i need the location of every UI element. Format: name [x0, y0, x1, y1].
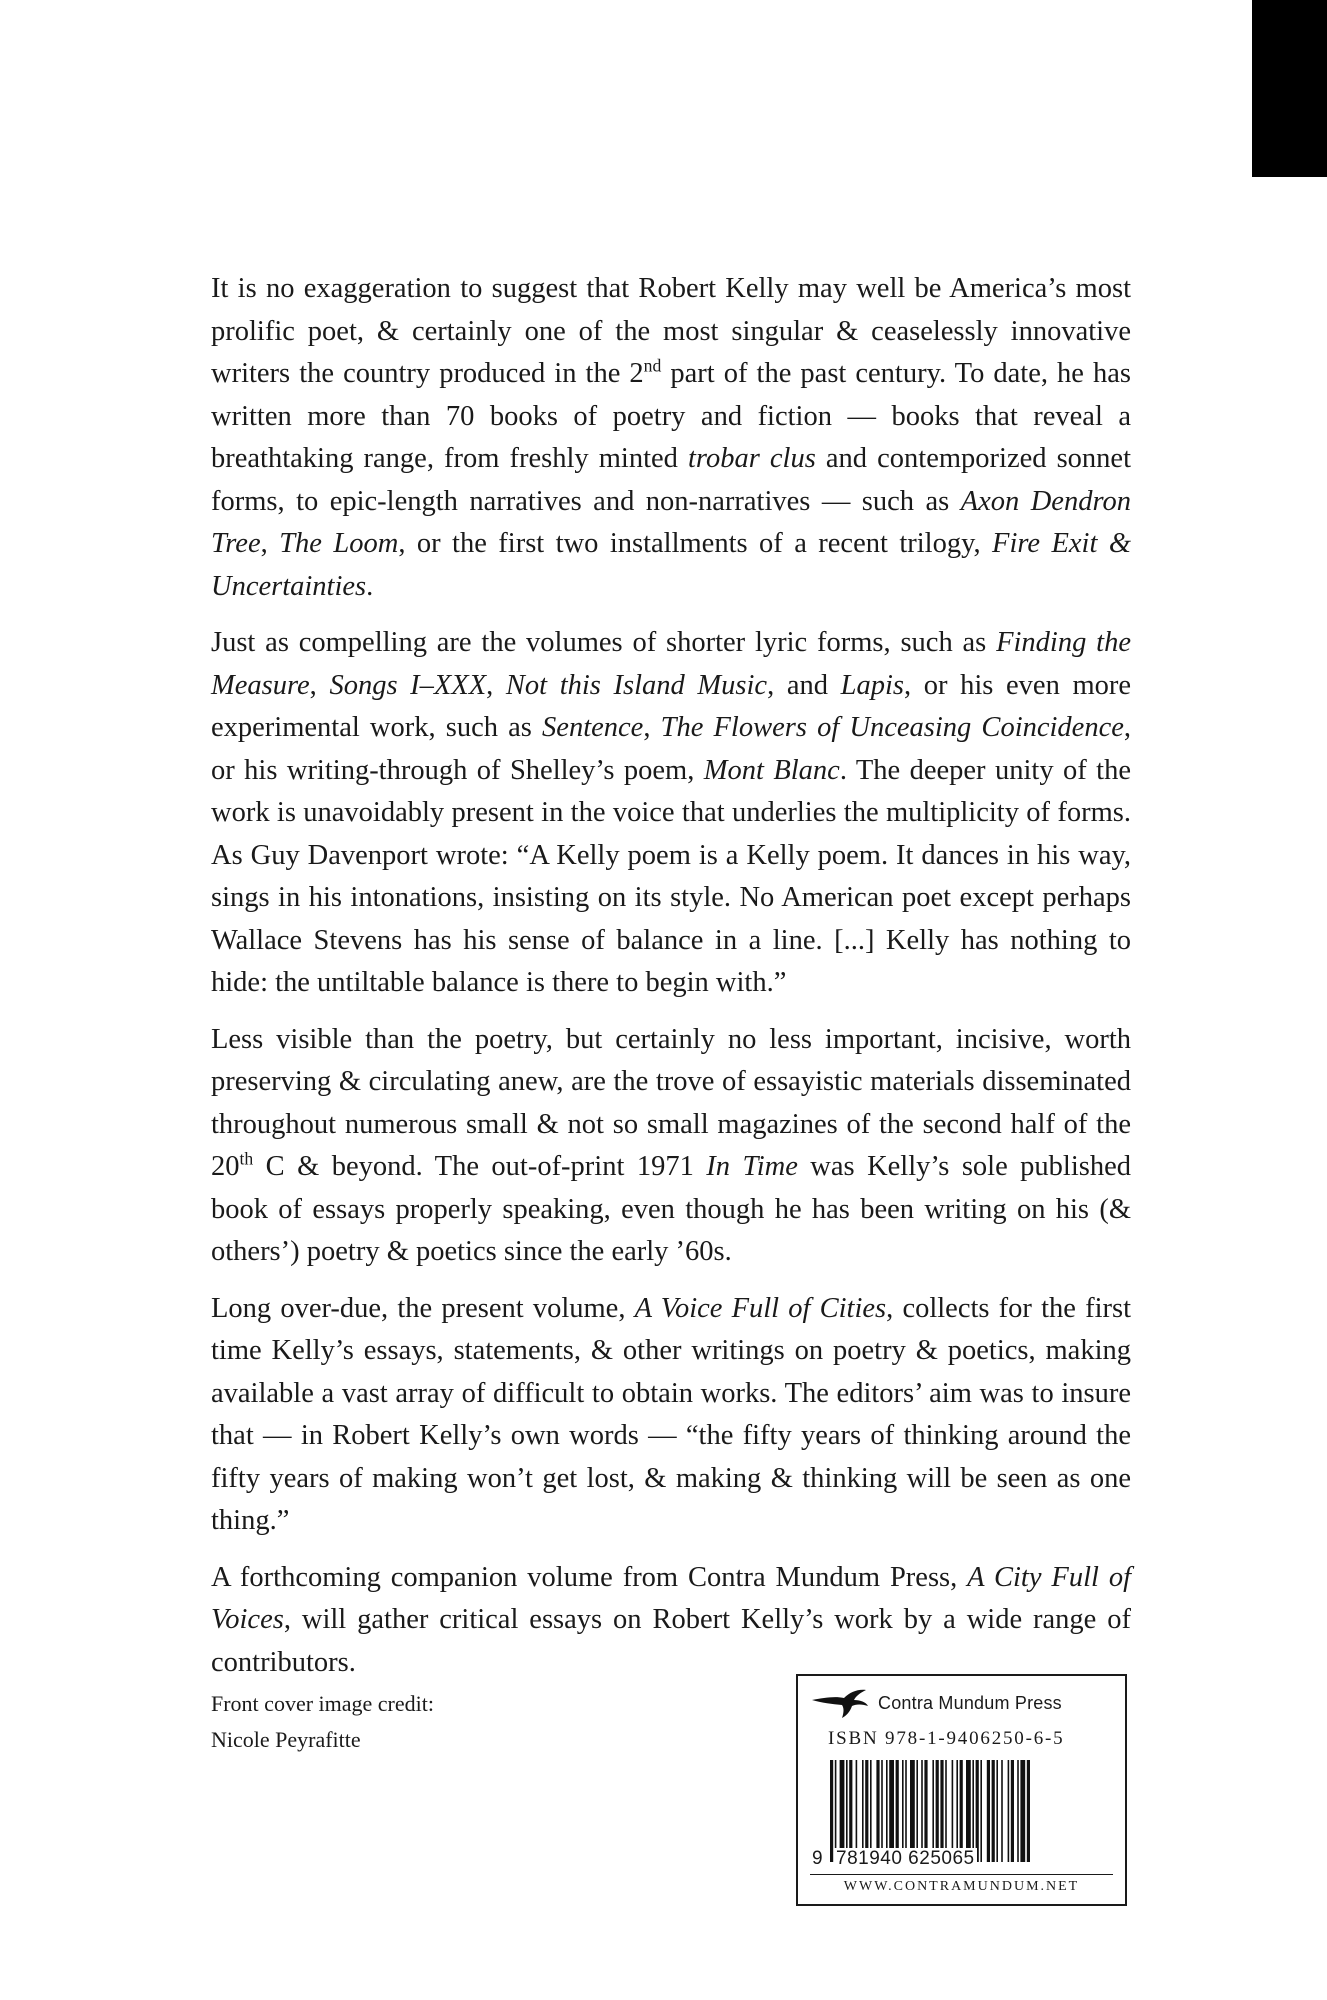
- url-divider: [810, 1874, 1113, 1875]
- text-run: .: [366, 570, 374, 602]
- text-run: and contemporized sonnet forms, to epic-length narratives and non-narratives — such as: [211, 443, 1131, 517]
- italic-title: Not this Island Music: [505, 669, 768, 701]
- italic-title: Mont Blanc: [703, 754, 840, 786]
- text-run: , collects for the first time Kelly’s essays, statements, & other writings on poetry & poetics, making available a vast array of difficult to obtain works. The editors’ aim was to insure that — in Robert Kelly’s own words — “the fifty years of thinking around the fifty years of making won’t get lost, & making & thinking will be seen as one thing.”: [211, 1292, 1131, 1536]
- italic-title: The Flowers of Unceasing Coincidence: [660, 712, 1124, 743]
- italic-title: The Loom: [279, 528, 399, 559]
- text-run: . The deeper unity of the work is unavoidably present in the voice that underlies the multiplicity of forms. As Guy Davenport wrote: “A Kelly poem is a Kelly poem. It dances in his way, sings in his intonations, insisting on its style. No American poet except perhaps Wallace Stevens has his sense of balance in a line. [...] Kelly has nothing to hide: the untiltable balance is there to begin with.”: [211, 754, 1131, 998]
- italic-title: Finding the Measure: [211, 627, 1131, 701]
- publisher-row: [810, 1686, 1062, 1720]
- publisher-name: Contra Mundum Press: [878, 1692, 1062, 1713]
- corner-tab-block: [1252, 0, 1327, 177]
- cover-credit: [211, 1686, 434, 1758]
- text-run: ,: [260, 528, 280, 559]
- italic-title: Axon Dendron Tree: [211, 485, 1131, 559]
- text-run: Long over-due, the present volume,: [211, 1292, 635, 1324]
- text-run: ,: [486, 669, 506, 701]
- italic-title: Lapis: [840, 669, 904, 701]
- text-run: part of the past century. To date, he has written more than 70 books of poetry and fiction — books that reveal a breathtaking range, from freshly minted: [211, 358, 1131, 474]
- text-run: , or the first two installments of a recent trilogy,: [398, 528, 993, 559]
- italic-title: In Time: [706, 1151, 798, 1182]
- italic-title: Sentence: [542, 712, 644, 743]
- text-run: , and: [767, 669, 841, 701]
- text-run: , will gather critical essays on Robert Kelly’s work by a wide range of contributors.: [211, 1604, 1131, 1678]
- body-paragraph: [211, 1288, 1131, 1543]
- credit-label: Front cover image credit:: [211, 1691, 434, 1716]
- italic-title: Fire Exit & Uncertainties: [211, 528, 1131, 602]
- barcode-digit-groups: 781940 625065: [836, 1848, 975, 1869]
- barcode-box: [796, 1674, 1127, 1906]
- text-run: Just as compelling are the volumes of shorter lyric forms, such as: [211, 627, 997, 658]
- superscript-text: nd: [643, 355, 662, 376]
- body-paragraph: [211, 1557, 1131, 1685]
- italic-title: Songs I–XXX: [329, 669, 487, 701]
- text-run: Less visible than the poetry, but certainly no less important, incisive, worth preserving & circulating anew, are the trove of essayistic materials disseminated throughout numerous small & not so small magazines of the second half of the 20: [211, 1023, 1131, 1182]
- barcode: [826, 1760, 1102, 1862]
- text-run: It is no exaggeration to suggest that Robert Kelly may well be America’s most prolific poet, & certainly one of the most singular & ceaselessly innovative writers the country produced in the 2: [211, 273, 1131, 389]
- text-run: , or his even more experimental work, such as: [211, 669, 1132, 743]
- italic-title: A Voice Full of Cities: [634, 1292, 887, 1324]
- back-cover-description: [211, 268, 1131, 1698]
- text-run: was Kelly’s sole published book of essays properly speaking, even though he has been writing on his (& others’) poetry & poetics since the early ’60s.: [211, 1151, 1132, 1267]
- credit-name: Nicole Peyrafitte: [211, 1727, 361, 1752]
- body-paragraph: [211, 268, 1131, 608]
- body-paragraph: [211, 622, 1131, 1005]
- isbn-number: ISBN 978-1-9406250-6-5: [828, 1728, 1065, 1749]
- superscript-text: th: [239, 1148, 254, 1169]
- text-run: A forthcoming companion volume from Contra Mundum Press,: [211, 1561, 968, 1593]
- text-run: , or his writing-through of Shelley’s poem,: [211, 712, 1132, 786]
- italic-title: trobar clus: [688, 443, 816, 474]
- bird-icon: [810, 1686, 870, 1720]
- text-run: ,: [643, 712, 661, 743]
- text-run: ,: [309, 669, 330, 701]
- body-paragraph: [211, 1019, 1131, 1274]
- italic-title: A City Full of Voices: [211, 1561, 1131, 1635]
- text-run: C & beyond. The out-of-print 1971: [253, 1151, 707, 1182]
- barcode-first-digit: 9: [812, 1848, 824, 1869]
- publisher-url: WWW.CONTRAMUNDUM.NET: [843, 1879, 1080, 1894]
